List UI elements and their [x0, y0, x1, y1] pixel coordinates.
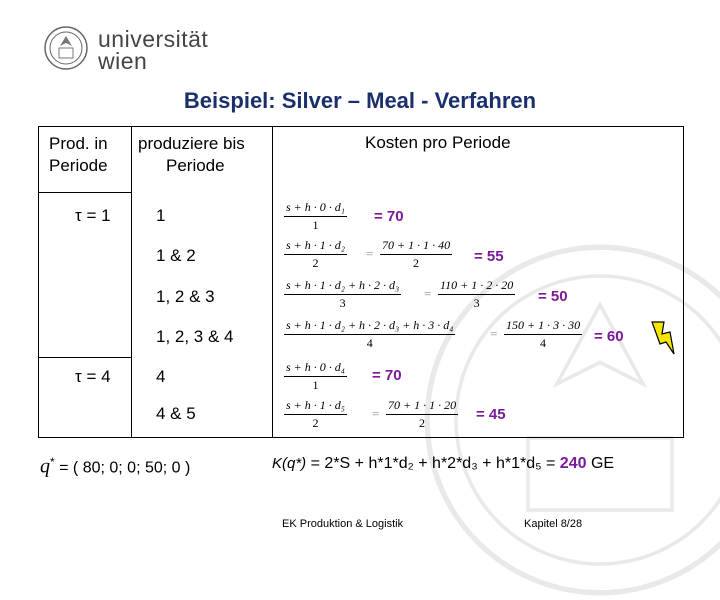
period-label-3: 1, 2 & 3 [156, 287, 215, 306]
tau-4-label: τ = 4 [75, 367, 111, 386]
lightning-icon [648, 320, 682, 358]
formula-row6: $\frac{\text{s + h · 1 · d₅}}{2}$ [286, 398, 345, 430]
calc-row2: $\frac{70 + 1 \cdot 1 \cdot 40}{2}$ [382, 238, 451, 270]
formula-row2: $\frac{\text{s + h · 1 · d₂}}{2}$ [286, 238, 345, 270]
calc-row4: $\frac{150 + 1 \cdot 3 \cdot 30}{4}$ [506, 318, 581, 350]
formula-row4: $\frac{\text{s + h · 1 · d₂ + h · 2 · d₃ + h · 3 · d₄}}{4}$ [286, 318, 454, 350]
result-row4: = 60 [594, 328, 624, 345]
period-label-1: 1 [156, 206, 166, 225]
result-row5: = 70 [372, 367, 402, 384]
header-cost-per-period [273, 127, 684, 193]
university-logo [98, 28, 208, 72]
calc-row3: $\frac{110 + 1 \cdot 2 \cdot 20}{3}$ [440, 278, 514, 310]
result-row6: = 45 [476, 406, 506, 423]
cost-equation: = 2*S + h*1*d₂ + h*2*d₃ + h*1*d₅ = [310, 455, 556, 472]
result-row2: = 55 [474, 248, 504, 265]
solution-values: = ( 80; 0; 0; 50; 0 ) [59, 459, 191, 477]
header-col1-line1: Prod. in [49, 134, 108, 153]
cost-label: K(q*) [272, 455, 307, 472]
university-seal-icon [44, 26, 88, 70]
period-label-4: 1, 2, 3 & 4 [156, 327, 234, 346]
header-produce-until [132, 127, 273, 193]
header-prod-period [39, 127, 132, 193]
formula-row3: $\frac{\text{s + h · 1 · d₂ + h · 2 · d₃}}{3}$ [286, 278, 400, 310]
cost-value: 240 [559, 455, 587, 472]
result-row3: = 50 [538, 288, 568, 305]
slide-title: Beispiel: Silver – Meal - Verfahren [183, 88, 537, 113]
header-col3: Kosten pro Periode [365, 133, 511, 152]
logo-line2: wien [98, 48, 148, 74]
period-label-2: 1 & 2 [156, 246, 196, 265]
footer-course: EK Produktion & Logistik [282, 518, 404, 530]
period-label-6: 4 & 5 [156, 404, 196, 423]
total-cost [272, 455, 614, 473]
logo-line1: universität [98, 26, 209, 52]
formula-row5: $\frac{\text{s + h · 0 · d₄}}{1}$ [286, 360, 345, 392]
cost-unit: GE [590, 455, 615, 472]
header-col2-line2: Periode [166, 156, 225, 175]
period-label-5: 4 [156, 367, 166, 386]
header-col2-line1: produziere bis [138, 134, 245, 153]
header-col1-line2: Periode [49, 156, 108, 175]
tau-1-label: τ = 1 [75, 206, 111, 225]
calc-row6: $\frac{70 + 1 \cdot 1 \cdot 20}{2}$ [388, 398, 457, 430]
formula-row1: $\frac{\text{s + h · 0 · d₁}}{1}$ [286, 200, 345, 232]
result-row1: = 70 [374, 208, 404, 225]
solution-vector: q* = ( 80; 0; 0; 50; 0 ) [40, 455, 191, 478]
footer-page: Kapitel 8/28 [524, 518, 583, 530]
